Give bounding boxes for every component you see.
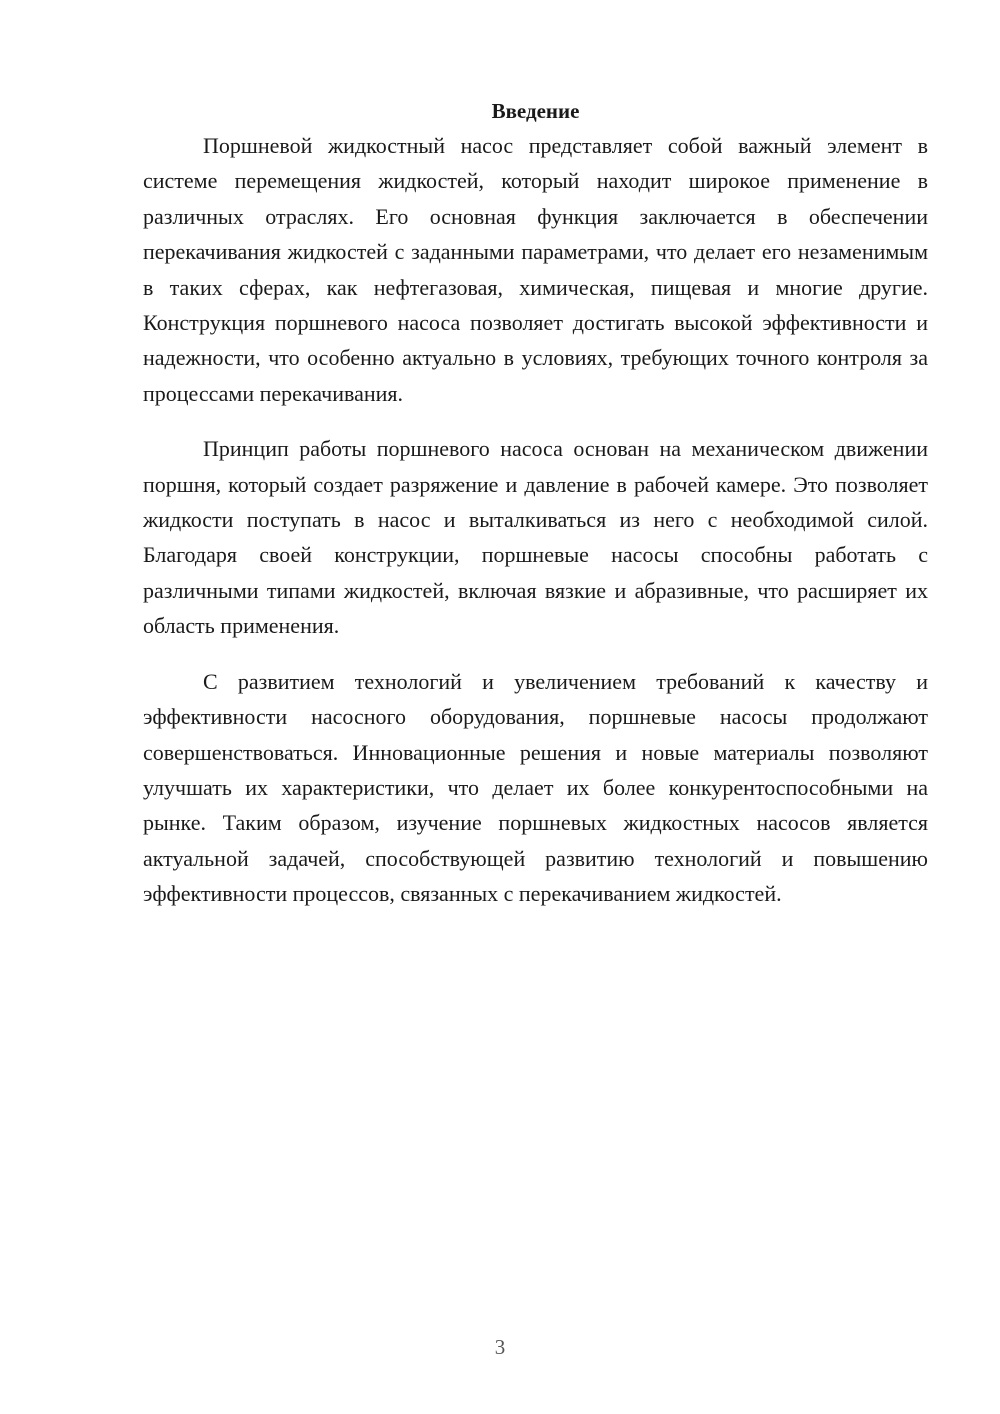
page-content [143,96,928,932]
paragraph-2: Принцип работы поршневого насоса основан на механическом движении поршня, который создает разряжение и давление в рабочей камере. Это позволяет жидкости поступать в насос и выталкиваться из него с необходимой силой. Благодаря своей конструкции, поршневые насосы способны работать с различными типами жидкостей, включая вязкие и абразивные, что расширяет их область применения. [143,436,928,639]
paragraph-1: Поршневой жидкостный насос представляет собой важный элемент в системе перемещения жидкостей, который находит широкое применение в различных отраслях. Его основная функция заключается в обеспечении перекачивания жидкостей с заданными параметрами, что делает его незаменимым в таких сферах, как нефтегазовая, химическая, пищевая и многие другие. Конструкция поршневого насоса позволяет достигать высокой эффективности и надежности, что особенно актуально в условиях, требующих точного контроля за процессами перекачивания. [143,133,928,406]
paragraph-3: С развитием технологий и увеличением требований к качеству и эффективности насосного оборудования, поршневые насосы продолжают совершенствоваться. Инновационные решения и новые материалы позволяют улучшать их характеристики, что делает их более конкурентоспособными на рынке. Таким образом, изучение поршневых жидкостных насосов является актуальной задачей, способствующей развитию технологий и повышению эффективности процессов, связанных с перекачиванием жидкостей. [143,668,928,907]
page-number: 3 [494,1335,506,1359]
section-title: Введение [491,99,580,123]
